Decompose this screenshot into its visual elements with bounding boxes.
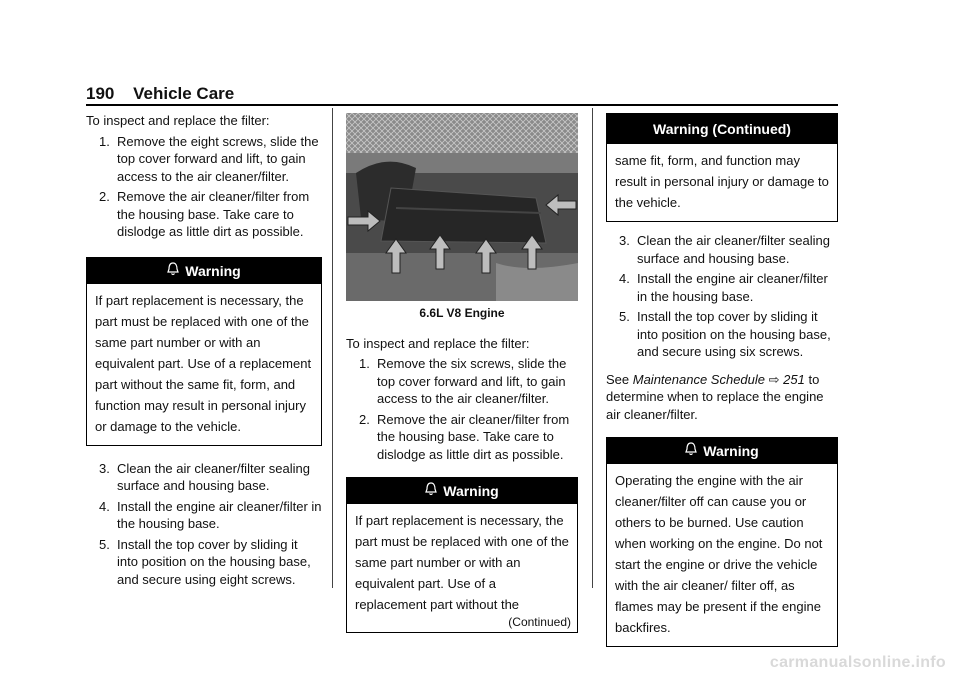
step-number: 3. xyxy=(99,460,110,476)
step-text: Remove the eight screws, slide the top cover forward and lift, to gain access to the air cleaner/filter. xyxy=(117,133,319,184)
step-item xyxy=(346,411,578,464)
step-number: 5. xyxy=(99,536,110,552)
step-text: Clean the air cleaner/filter sealing surface and housing base. xyxy=(117,460,310,493)
warning-bell-icon xyxy=(425,479,437,505)
step-text: Install the engine air cleaner/filter in the housing base. xyxy=(637,271,828,304)
warning-continued-box xyxy=(606,113,838,222)
step-text: Install the top cover by sliding it into position on the housing base, and secure using six screws. xyxy=(637,309,831,359)
warning-body: same fit, form, and function may result in personal injury or damage to the vehicle. xyxy=(615,153,829,210)
step-text: Install the top cover by sliding it into position on the housing base, and secure using eight screws. xyxy=(117,536,311,587)
step-number: 4. xyxy=(99,498,110,514)
step-text: Remove the air cleaner/filter from the housing base. Take care to dislodge as little dirt as possible. xyxy=(377,411,570,462)
warning-title: Warning xyxy=(443,483,499,499)
step-text: Remove the air cleaner/filter from the housing base. Take care to dislodge as little dirt as possible. xyxy=(117,189,310,239)
warning-header xyxy=(347,478,577,504)
warning-title: Warning xyxy=(185,262,241,279)
step-number: 1. xyxy=(359,356,370,371)
step-number: 2. xyxy=(99,189,110,204)
watermark-logo xyxy=(728,652,948,672)
page-header xyxy=(86,84,234,104)
step-number: 3. xyxy=(619,233,630,248)
page-number: 190 xyxy=(86,84,115,103)
step-item xyxy=(86,133,322,186)
warning-title: Warning xyxy=(703,443,759,459)
header-rule xyxy=(86,104,838,106)
step-list xyxy=(346,355,578,463)
section-title: Vehicle Care xyxy=(133,84,235,103)
step-list xyxy=(86,460,322,589)
step-number: 2. xyxy=(359,411,370,427)
column-3 xyxy=(606,113,838,647)
see-reference xyxy=(606,371,838,424)
warning-body: Operating the engine with the air cleaner/filter off can cause you or others to be burned. Use caution when working on the engine. Do not start the engine or drive the vehicle with the air cleaner/ filter off, as flames may be present if the engine backfires. xyxy=(615,473,823,635)
step-item xyxy=(606,232,838,267)
step-item xyxy=(346,355,578,408)
warning-box xyxy=(86,257,322,446)
warning-header: Warning (Continued) xyxy=(607,114,837,144)
step-item xyxy=(86,188,322,241)
page-ref-number[interactable]: 251 xyxy=(783,371,805,387)
step-number: 4. xyxy=(619,271,630,286)
column-2 xyxy=(346,113,578,633)
step-item xyxy=(86,498,322,533)
continued-label: (Continued) xyxy=(508,615,571,629)
warning-bell-icon xyxy=(685,439,697,465)
column-divider-2 xyxy=(592,108,593,588)
step-list xyxy=(86,133,322,241)
column-divider-1 xyxy=(332,108,333,588)
step-item xyxy=(606,270,838,305)
step-text: Clean the air cleaner/filter sealing surface and housing base. xyxy=(637,233,830,266)
intro-text: To inspect and replace the filter: xyxy=(346,335,530,351)
step-item xyxy=(86,536,322,589)
column-1 xyxy=(86,112,322,588)
step-number: 1. xyxy=(99,133,110,149)
see-prefix: See xyxy=(606,371,633,387)
step-item xyxy=(606,308,838,361)
intro-text: To inspect and replace the filter: xyxy=(86,113,270,128)
warning-body: If part replacement is necessary, the part must be replaced with one of the same part number or with an equivalent part. Use of a replacement part without the same fit, form, and function may result in personal injury or damage to the vehicle. xyxy=(95,292,312,434)
engine-photo xyxy=(346,113,578,301)
maintenance-schedule-link[interactable]: Maintenance Schedule xyxy=(632,371,766,387)
figure-caption: 6.6L V8 Engine xyxy=(419,306,505,320)
warning-box xyxy=(606,437,838,647)
step-text: Remove the six screws, slide the top cover forward and lift, to gain access to the air cleaner/filter. xyxy=(377,356,567,406)
step-item xyxy=(86,460,322,495)
page-ref-arrow-icon: ⇨ xyxy=(768,371,780,387)
warning-bell-icon xyxy=(167,259,179,285)
svg-text:carmanualsonline.info: carmanualsonline.info xyxy=(769,654,946,671)
warning-box xyxy=(346,477,578,633)
warning-body: If part replacement is necessary, the part must be replaced with one of the same part number or with an equivalent part. Use of a replacement part without the xyxy=(355,513,569,612)
warning-header xyxy=(607,438,837,464)
step-text: Install the engine air cleaner/filter in the housing base. xyxy=(117,498,322,531)
step-list xyxy=(606,232,838,361)
see-suffix: to determine when to replace the engine air cleaner/filter. xyxy=(606,371,824,422)
step-number: 5. xyxy=(619,309,630,324)
warning-header xyxy=(87,258,321,284)
